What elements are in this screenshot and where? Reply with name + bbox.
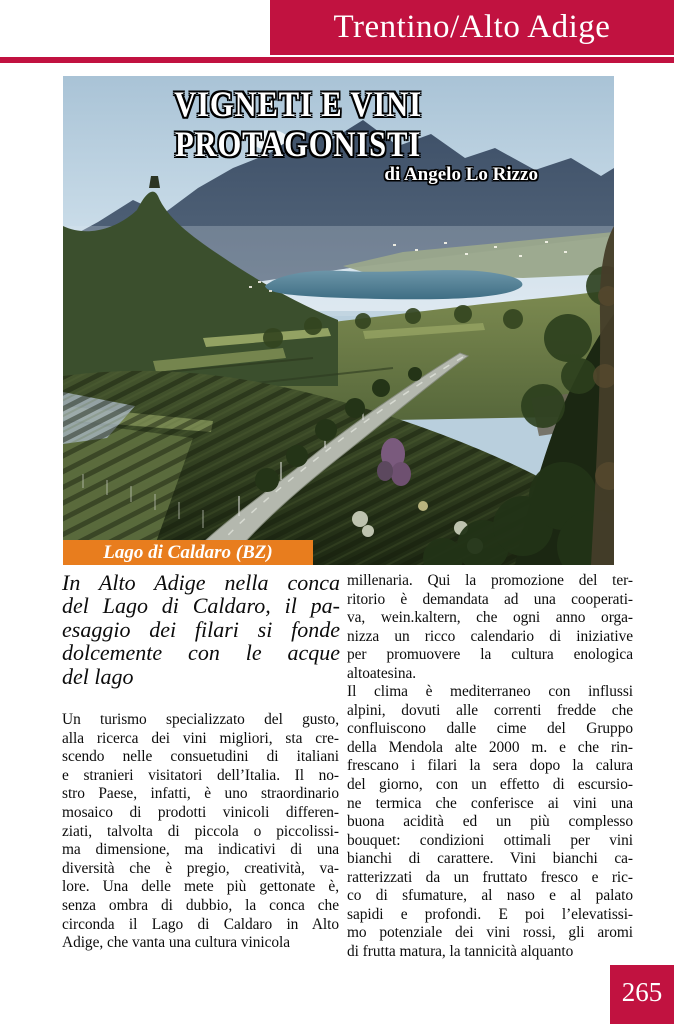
- text-line: scendo nelle consuetudini di italiani: [62, 748, 339, 766]
- text-line: ne termica che conferisce ai vini una: [347, 794, 633, 812]
- photo-caption-bar: [63, 540, 313, 565]
- text-line: mosaico di prodotti vinicoli differen-: [62, 803, 339, 821]
- page-number: 265: [621, 977, 663, 1007]
- text-line: Adige, che vanta una cultura vinicola: [62, 934, 291, 952]
- text-line: altoatesina.: [347, 664, 417, 682]
- text-line: confluiscono dalle cime del Gruppo: [347, 720, 633, 738]
- text-line: senza ombra di dubbio, la conca che: [62, 896, 339, 914]
- text-line: va, wein.kaltern, che ogni anno orga-: [347, 609, 633, 627]
- text-line: esaggio dei filari si fonde: [62, 616, 340, 642]
- text-line: sapidi e profondi. E poi l’elevatissi-: [347, 905, 633, 923]
- text-line: ritorio è demandata ad una cooperati-: [347, 590, 633, 608]
- article-title-line1: VIGNETI E VINI: [174, 84, 422, 124]
- text-line: co di sfumature, al naso e al palato: [347, 887, 633, 905]
- text-line: mo potenziale dei vini rossi, gli aromi: [347, 924, 633, 942]
- text-line: ratterizzati da un fruttato fresco e ric-: [347, 868, 633, 886]
- text-line: bianchi di carattere. Vini bianchi ca-: [347, 850, 633, 868]
- text-line: del giorno, con un effetto di escursio-: [347, 776, 633, 794]
- header-rule: [0, 57, 674, 63]
- text-line: del lago: [62, 663, 134, 689]
- text-line: In Alto Adige nella conca: [62, 570, 340, 595]
- text-line: bouquet: condizioni ottimali per vini: [347, 831, 633, 849]
- text-line: alla ricerca dei vini migliori, sta cre-: [62, 729, 339, 747]
- text-line: nizza un ricco calendario di iniziative: [347, 627, 633, 645]
- text-line: della Mendola alte 2000 m. e che rin-: [347, 738, 633, 756]
- region-label: Trentino/Alto Adige: [333, 9, 611, 45]
- body-column-right: [347, 572, 633, 961]
- text-line: alpini, dovuti alle correnti fredde che: [347, 701, 633, 719]
- text-line: del Lago di Caldaro, il pa-: [62, 593, 340, 619]
- text-line: buona acidità ed un più complesso: [347, 813, 633, 831]
- text-line: per promuovere la cultura enologica: [347, 646, 633, 664]
- lead-paragraph: [62, 571, 340, 688]
- text-line: e stranieri visitatori dell’Italia. Il no-: [62, 766, 339, 784]
- text-line: di frutta matura, la tannicità alquanto: [347, 942, 574, 960]
- text-line: diversità che è pregio, creatività, va-: [62, 859, 339, 877]
- article-byline: di Angelo Lo Rizzo: [384, 164, 538, 185]
- text-line: Un turismo specializzato del gusto,: [62, 711, 339, 728]
- photo-caption: Lago di Caldaro (BZ): [103, 542, 273, 563]
- lago-di-caldaro-photo: [63, 76, 614, 565]
- text-line: millenaria. Qui la promozione del ter-: [347, 572, 633, 589]
- text-line: ziati, talvolta di piccola o piccolissi-: [62, 822, 339, 840]
- body-column-left: [62, 711, 339, 953]
- text-line: ma dimensione, ma indicativi di una: [62, 841, 339, 859]
- article-title: [63, 84, 533, 164]
- text-line: lore. Una delle mete più gettonate è,: [62, 878, 339, 896]
- text-line: stro Paese, infatti, è uno straordinario: [62, 785, 339, 803]
- text-line: frescano i filari la sera dopo la calura: [347, 757, 633, 775]
- text-line: Il clima è mediterraneo con influssi: [347, 683, 633, 701]
- article-title-line2: PROTAGONISTI: [175, 124, 421, 164]
- text-line: dolcemente con le acque: [62, 640, 340, 666]
- text-line: circonda il Lago di Caldaro in Alto: [62, 915, 339, 933]
- header-band: [270, 0, 674, 55]
- page-number-box: [610, 965, 674, 1024]
